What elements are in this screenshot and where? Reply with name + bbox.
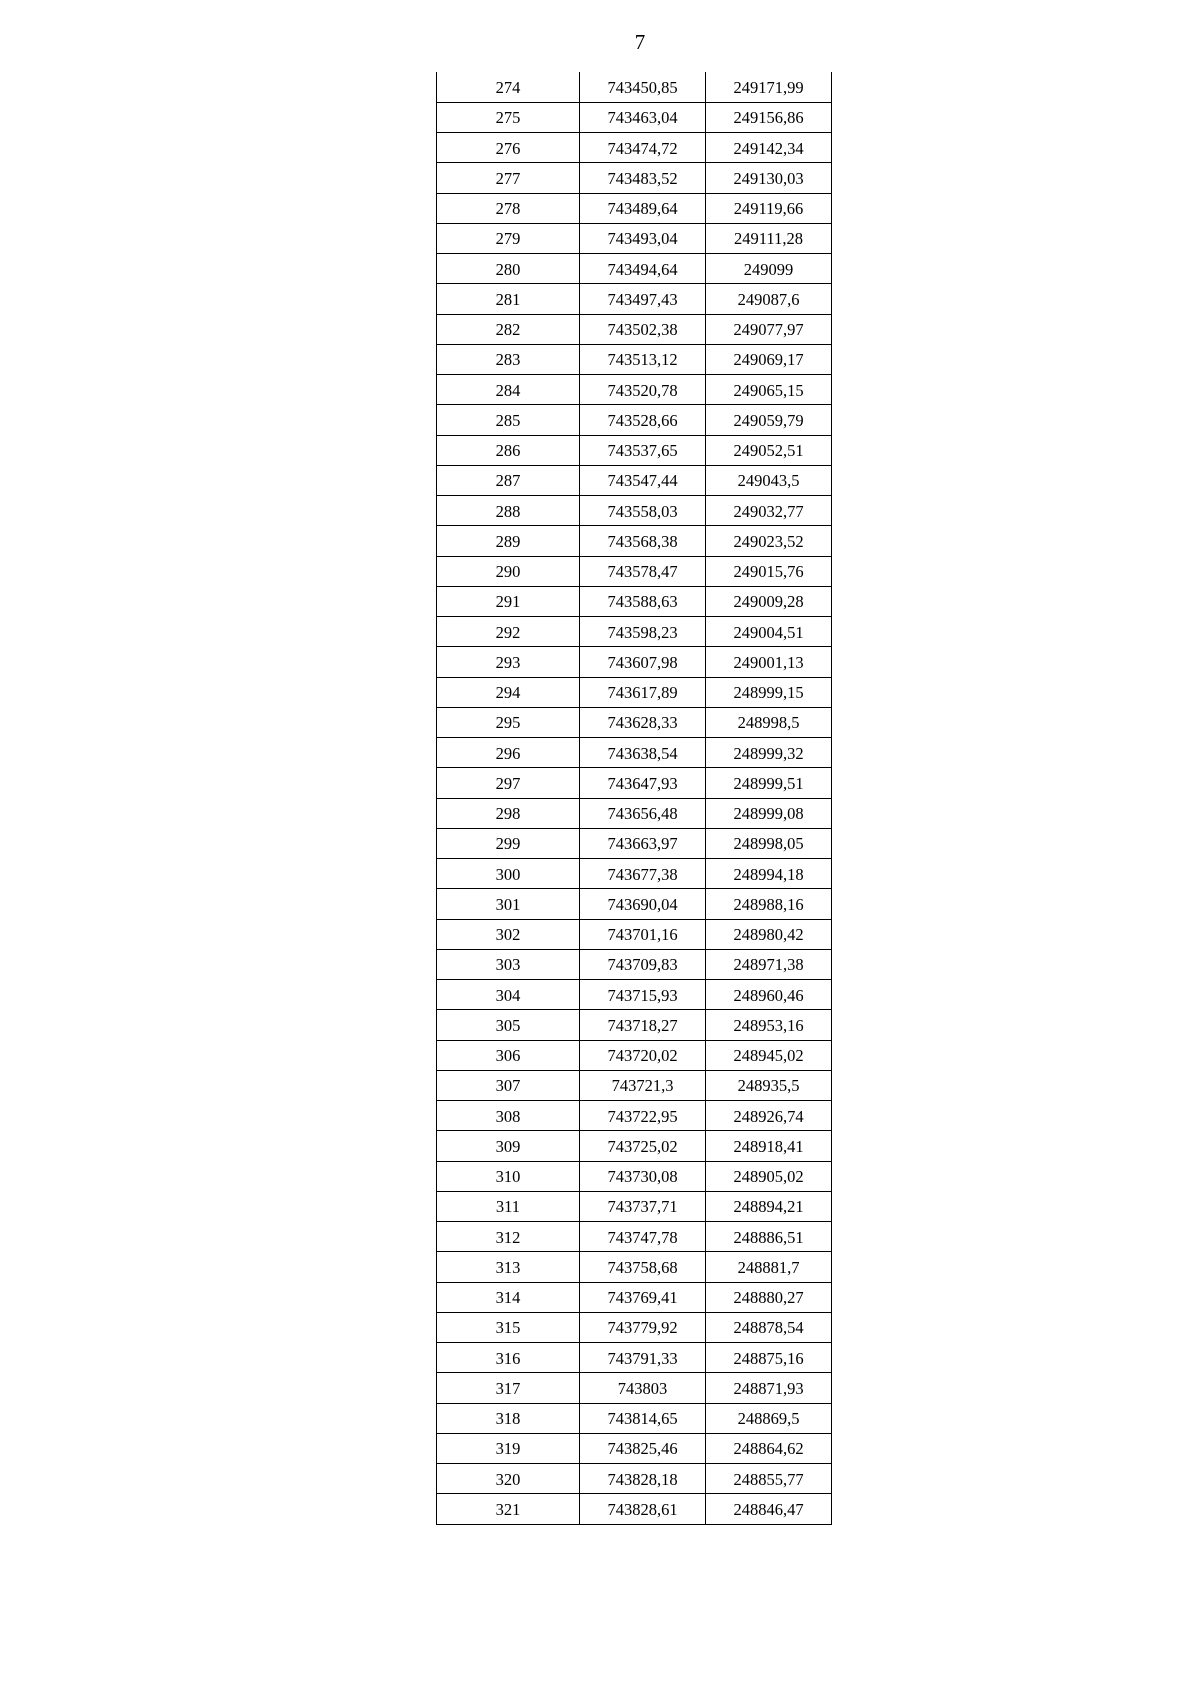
x-coordinate-cell: 743568,38 (580, 526, 706, 556)
table-row (437, 647, 832, 677)
y-coordinate-cell: 248878,54 (706, 1312, 832, 1342)
x-coordinate-cell: 743483,52 (580, 163, 706, 193)
y-coordinate-cell: 248971,38 (706, 949, 832, 979)
x-coordinate-cell: 743547,44 (580, 465, 706, 495)
table-row (437, 1343, 832, 1373)
x-coordinate-cell: 743709,83 (580, 949, 706, 979)
x-coordinate-cell: 743720,02 (580, 1040, 706, 1070)
table-row (437, 375, 832, 405)
x-coordinate-cell: 743638,54 (580, 738, 706, 768)
table-row (437, 254, 832, 284)
table-row (437, 314, 832, 344)
table-row (437, 828, 832, 858)
table-row (437, 72, 832, 102)
table-row (437, 1464, 832, 1494)
table-row (437, 1070, 832, 1100)
point-number-cell: 289 (437, 526, 580, 556)
y-coordinate-cell: 248926,74 (706, 1101, 832, 1131)
point-number-cell: 296 (437, 738, 580, 768)
x-coordinate-cell: 743701,16 (580, 919, 706, 949)
point-number-cell: 287 (437, 465, 580, 495)
table-row (437, 1494, 832, 1524)
y-coordinate-cell: 249059,79 (706, 405, 832, 435)
point-number-cell: 308 (437, 1101, 580, 1131)
point-number-cell: 315 (437, 1312, 580, 1342)
y-coordinate-cell: 249156,86 (706, 102, 832, 132)
x-coordinate-cell: 743607,98 (580, 647, 706, 677)
table-row (437, 496, 832, 526)
x-coordinate-cell: 743647,93 (580, 768, 706, 798)
table-row (437, 1403, 832, 1433)
y-coordinate-cell: 249142,34 (706, 133, 832, 163)
table-row (437, 738, 832, 768)
y-coordinate-cell: 248855,77 (706, 1464, 832, 1494)
point-number-cell: 302 (437, 919, 580, 949)
x-coordinate-cell: 743497,43 (580, 284, 706, 314)
table-row (437, 102, 832, 132)
table-row (437, 526, 832, 556)
table-row (437, 1312, 832, 1342)
point-number-cell: 306 (437, 1040, 580, 1070)
x-coordinate-cell: 743828,18 (580, 1464, 706, 1494)
x-coordinate-cell: 743828,61 (580, 1494, 706, 1524)
y-coordinate-cell: 248875,16 (706, 1343, 832, 1373)
table-row (437, 344, 832, 374)
y-coordinate-cell: 248935,5 (706, 1070, 832, 1100)
table-row (437, 435, 832, 465)
table-row (437, 556, 832, 586)
y-coordinate-cell: 248871,93 (706, 1373, 832, 1403)
point-number-cell: 312 (437, 1222, 580, 1252)
x-coordinate-cell: 743814,65 (580, 1403, 706, 1433)
y-coordinate-cell: 249015,76 (706, 556, 832, 586)
point-number-cell: 301 (437, 889, 580, 919)
y-coordinate-cell: 249111,28 (706, 223, 832, 253)
table-row (437, 889, 832, 919)
y-coordinate-cell: 248980,42 (706, 919, 832, 949)
coordinates-table-body (437, 72, 832, 1524)
x-coordinate-cell: 743803 (580, 1373, 706, 1403)
x-coordinate-cell: 743513,12 (580, 344, 706, 374)
x-coordinate-cell: 743463,04 (580, 102, 706, 132)
x-coordinate-cell: 743737,71 (580, 1191, 706, 1221)
x-coordinate-cell: 743588,63 (580, 586, 706, 616)
table-row (437, 1161, 832, 1191)
y-coordinate-cell: 249069,17 (706, 344, 832, 374)
table-row (437, 465, 832, 495)
table-row (437, 1131, 832, 1161)
point-number-cell: 276 (437, 133, 580, 163)
table-row (437, 1010, 832, 1040)
x-coordinate-cell: 743617,89 (580, 677, 706, 707)
point-number-cell: 284 (437, 375, 580, 405)
point-number-cell: 288 (437, 496, 580, 526)
table-row (437, 980, 832, 1010)
point-number-cell: 281 (437, 284, 580, 314)
table-row (437, 1282, 832, 1312)
table-row (437, 1040, 832, 1070)
y-coordinate-cell: 249032,77 (706, 496, 832, 526)
point-number-cell: 286 (437, 435, 580, 465)
table-row (437, 677, 832, 707)
y-coordinate-cell: 248999,32 (706, 738, 832, 768)
point-number-cell: 319 (437, 1433, 580, 1463)
y-coordinate-cell: 248846,47 (706, 1494, 832, 1524)
table-row (437, 768, 832, 798)
point-number-cell: 282 (437, 314, 580, 344)
y-coordinate-cell: 248999,51 (706, 768, 832, 798)
x-coordinate-cell: 743558,03 (580, 496, 706, 526)
y-coordinate-cell: 248894,21 (706, 1191, 832, 1221)
point-number-cell: 317 (437, 1373, 580, 1403)
x-coordinate-cell: 743537,65 (580, 435, 706, 465)
y-coordinate-cell: 249130,03 (706, 163, 832, 193)
point-number-cell: 275 (437, 102, 580, 132)
x-coordinate-cell: 743450,85 (580, 72, 706, 102)
point-number-cell: 274 (437, 72, 580, 102)
x-coordinate-cell: 743598,23 (580, 617, 706, 647)
point-number-cell: 320 (437, 1464, 580, 1494)
x-coordinate-cell: 743791,33 (580, 1343, 706, 1373)
x-coordinate-cell: 743730,08 (580, 1161, 706, 1191)
x-coordinate-cell: 743722,95 (580, 1101, 706, 1131)
point-number-cell: 311 (437, 1191, 580, 1221)
table-row (437, 1101, 832, 1131)
point-number-cell: 321 (437, 1494, 580, 1524)
point-number-cell: 303 (437, 949, 580, 979)
x-coordinate-cell: 743493,04 (580, 223, 706, 253)
point-number-cell: 304 (437, 980, 580, 1010)
table-row (437, 707, 832, 737)
table-row (437, 1222, 832, 1252)
x-coordinate-cell: 743769,41 (580, 1282, 706, 1312)
point-number-cell: 298 (437, 798, 580, 828)
x-coordinate-cell: 743725,02 (580, 1131, 706, 1161)
y-coordinate-cell: 249087,6 (706, 284, 832, 314)
point-number-cell: 305 (437, 1010, 580, 1040)
x-coordinate-cell: 743779,92 (580, 1312, 706, 1342)
y-coordinate-cell: 249119,66 (706, 193, 832, 223)
table-row (437, 133, 832, 163)
x-coordinate-cell: 743690,04 (580, 889, 706, 919)
table-row (437, 1191, 832, 1221)
point-number-cell: 294 (437, 677, 580, 707)
point-number-cell: 283 (437, 344, 580, 374)
table-row (437, 1433, 832, 1463)
point-number-cell: 307 (437, 1070, 580, 1100)
x-coordinate-cell: 743474,72 (580, 133, 706, 163)
y-coordinate-cell: 249009,28 (706, 586, 832, 616)
x-coordinate-cell: 743578,47 (580, 556, 706, 586)
y-coordinate-cell: 249171,99 (706, 72, 832, 102)
y-coordinate-cell: 248880,27 (706, 1282, 832, 1312)
x-coordinate-cell: 743656,48 (580, 798, 706, 828)
point-number-cell: 314 (437, 1282, 580, 1312)
y-coordinate-cell: 249001,13 (706, 647, 832, 677)
x-coordinate-cell: 743663,97 (580, 828, 706, 858)
y-coordinate-cell: 248881,7 (706, 1252, 832, 1282)
x-coordinate-cell: 743718,27 (580, 1010, 706, 1040)
point-number-cell: 285 (437, 405, 580, 435)
y-coordinate-cell: 248864,62 (706, 1433, 832, 1463)
y-coordinate-cell: 249099 (706, 254, 832, 284)
point-number-cell: 277 (437, 163, 580, 193)
point-number-cell: 293 (437, 647, 580, 677)
x-coordinate-cell: 743528,66 (580, 405, 706, 435)
coordinates-table (436, 72, 832, 1525)
x-coordinate-cell: 743715,93 (580, 980, 706, 1010)
point-number-cell: 278 (437, 193, 580, 223)
y-coordinate-cell: 249052,51 (706, 435, 832, 465)
y-coordinate-cell: 248918,41 (706, 1131, 832, 1161)
point-number-cell: 300 (437, 859, 580, 889)
x-coordinate-cell: 743520,78 (580, 375, 706, 405)
y-coordinate-cell: 248886,51 (706, 1222, 832, 1252)
y-coordinate-cell: 249043,5 (706, 465, 832, 495)
y-coordinate-cell: 248994,18 (706, 859, 832, 889)
point-number-cell: 299 (437, 828, 580, 858)
page-number: 7 (634, 30, 646, 54)
y-coordinate-cell: 248869,5 (706, 1403, 832, 1433)
table-row (437, 617, 832, 647)
table-row (437, 798, 832, 828)
table-row (437, 284, 832, 314)
y-coordinate-cell: 248960,46 (706, 980, 832, 1010)
table-row (437, 949, 832, 979)
y-coordinate-cell: 249004,51 (706, 617, 832, 647)
point-number-cell: 316 (437, 1343, 580, 1373)
x-coordinate-cell: 743502,38 (580, 314, 706, 344)
y-coordinate-cell: 248998,05 (706, 828, 832, 858)
table-row (437, 163, 832, 193)
y-coordinate-cell: 248953,16 (706, 1010, 832, 1040)
x-coordinate-cell: 743758,68 (580, 1252, 706, 1282)
y-coordinate-cell: 248988,16 (706, 889, 832, 919)
table-row (437, 859, 832, 889)
table-row (437, 586, 832, 616)
y-coordinate-cell: 248999,08 (706, 798, 832, 828)
y-coordinate-cell: 249077,97 (706, 314, 832, 344)
table-row (437, 1252, 832, 1282)
point-number-cell: 313 (437, 1252, 580, 1282)
table-row (437, 193, 832, 223)
y-coordinate-cell: 248945,02 (706, 1040, 832, 1070)
y-coordinate-cell: 248998,5 (706, 707, 832, 737)
x-coordinate-cell: 743677,38 (580, 859, 706, 889)
table-row (437, 1373, 832, 1403)
point-number-cell: 280 (437, 254, 580, 284)
point-number-cell: 295 (437, 707, 580, 737)
point-number-cell: 318 (437, 1403, 580, 1433)
x-coordinate-cell: 743628,33 (580, 707, 706, 737)
point-number-cell: 292 (437, 617, 580, 647)
table-row (437, 405, 832, 435)
y-coordinate-cell: 249023,52 (706, 526, 832, 556)
x-coordinate-cell: 743721,3 (580, 1070, 706, 1100)
x-coordinate-cell: 743825,46 (580, 1433, 706, 1463)
y-coordinate-cell: 249065,15 (706, 375, 832, 405)
y-coordinate-cell: 248905,02 (706, 1161, 832, 1191)
point-number-cell: 309 (437, 1131, 580, 1161)
x-coordinate-cell: 743747,78 (580, 1222, 706, 1252)
point-number-cell: 290 (437, 556, 580, 586)
x-coordinate-cell: 743489,64 (580, 193, 706, 223)
point-number-cell: 310 (437, 1161, 580, 1191)
y-coordinate-cell: 248999,15 (706, 677, 832, 707)
point-number-cell: 279 (437, 223, 580, 253)
point-number-cell: 297 (437, 768, 580, 798)
point-number-cell: 291 (437, 586, 580, 616)
table-row (437, 223, 832, 253)
table-row (437, 919, 832, 949)
x-coordinate-cell: 743494,64 (580, 254, 706, 284)
